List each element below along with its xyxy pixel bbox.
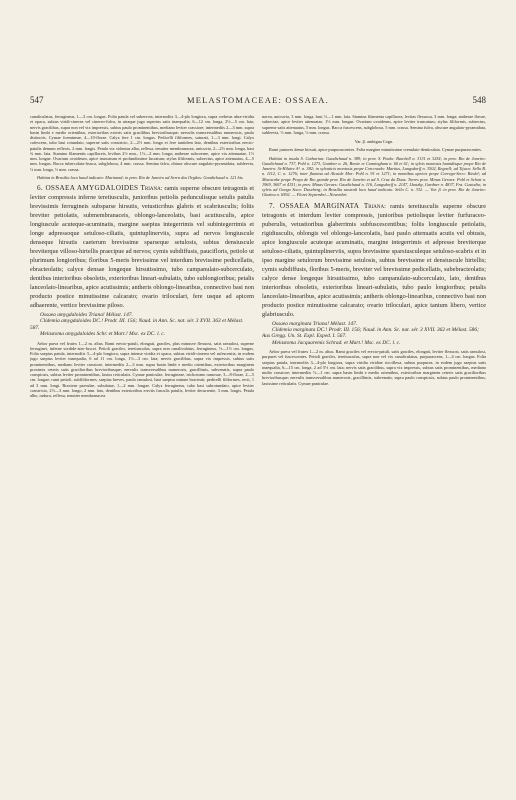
habitat-note: Habitat in insula S. Catharina: Gaudichaud n. 389; in prov. S. Paulo: Burchell n. 3131 et 3254; in prov. Rio de Janeiro: Gaudichaud n. 737, Pohl n. 1273, Gardner n. 26, Bowie et Cunningham n. 60 et 61; in sylvis montosis humidisque prope Rio de Janeiro: St-Hilaire A¹. n. 382; in sylvaticis montosis prope Corcovado: Martius, Langsdorff n. 3502, Regnell; ad Tijuca: Sello B. n. 1112, C. n. 1276; inter flumina ad Alcaide Mor: Pohl n. 91 et 1271; in montibus apricis prope Corrego-Seco: Riedel; ad Macacahe prope Praya de Rio grande prov. Rio de Janeiro et ad S. Cruz da Duas. Torres prov. Minas Geraes: Pohl et Schott n. 1969, 3607 et 4151; in prov. Minas Geraes: Gaudichaud n. 116, Langsdorff n. 2147, Lhotzky, Gardner n. 4837, Fra. Custodio; in sylvis ad Gongo Soco: Duseberg; in Brasilia australi loco haud indicato: Sello C. n. 332. — Var. β. in prov. Rio de Janeiro: Glaziou n. 6592. — Floret Septembri—Novembri. (262, 155, 486, 198)
species-7-description (262, 202, 486, 319)
species-6-citations (30, 312, 254, 338)
citation: Melastoma Jacquaremis Schrad. et Mart.! Msc. ex DC. l. c. (272, 339, 401, 346)
citation: Clidemia amygdaloides DC.! Prodr. III. 156; Naud. in Ann. Sc. nat. sér. 3 XVII. 363 et Mélast. 587. (30, 318, 244, 331)
page-header (30, 95, 486, 107)
right-column (262, 114, 486, 776)
citation: Melastoma amygdaloides Schr. et Mart.! Msc. ex DC. l. c. (40, 331, 166, 338)
running-title: MELASTOMACEAE: OSSAEA. (187, 95, 329, 105)
citation: Ossaea marginata Triana! Mélast. 147. (272, 320, 358, 327)
species-7-detail: Arbor parva vel frutex 1—2 m. altus. Rami graciles vel erecto-patuli, satis graciles, elongati, leviter flexuosi, satis ramulosi, purpurei vel fuscescentes. Petioli graciles, teretiusculus, supra non vel vix canaliculatus, purpurascens, 1—4 cm. longus. Folia saepius patula, internodiis 3—4-plo longiora, supra viridia viridiae sicciflexa, subtus purpurea, in eodem jugo saepius satis inaequalia, 6—15 cm. longa, 2 ad 5½ cm. lata; nervis satis gracilibus, supra vix impressis, subtus satis prominentibus, mediano multo crassiore; intermediis ½—1 cm. supra basin limbi e medio orientibus, exterioribus marginem ceteris satis gracilioribus brevioribusque; nervulis transversalibus numerosis, gracillimis, subvenatis, supra paulo conspicuis, subtus paulo prominentibus, laxissime reticulatis. Cymae paniculae. (262, 349, 486, 386)
page-number-left: 547 (30, 95, 44, 105)
species-6-diagnosis: : ramis superne obscure tetragonis et leviter compressis inferne teretiusculis, junioribus petiolis pedunculisque setulis patulis brevissimis ferrugineis subsparse hirsutis, vetusticribus glabris et scabriusculis; foliis breviter petiolatis, submembranaceis, oblongo-lanceolatis, basi acutiusculis, apice longiuscule acuteque-acuminatis, margine saepius integerrimis vel subintegerrimis et longe adpressoque setuloso-ciliatis, quintuplinerviis, supra ad nervos longiuscule denseque hirsutis caeterum brevissime sparseque setulosis, subtus densiuscule breviterque villoso-hirtellis praecipue ad nervos; cymis subdiffusis, paucifloris, petiolo ut plurimum longioribus; floribus 5-meris brevissime vel interdum brevissime pedicellatis, ebracteolatis; calyce densae longeque hirsutissimo, tubo campanulato-subcerculato, dentibus interioribus obsoletis, exterioribus lineari-subulatis, tubo sublongioribus; petalis lanceolato-linearibus, apice acutissimis; antheris oblongo-linearibus, connectivo basi non producto postice minutissime calcarato; ovario triloculari, fere usque ad apicem adhaerente, vertice brevissime piloso. (30, 185, 254, 309)
page-number-right: 548 (472, 95, 486, 105)
species-7-author: Triana (363, 201, 385, 210)
species-7-heading: 7. OSSAEA MARGINATA (269, 201, 360, 210)
description-continued: canaliculatus, ferrugineus, 1—3 cm. longus. Folia patula vel suberecta, internodiis 3—4-plo longiora, supra crebrius ubra-viridia et opaca, subtus viridi-cinerea vel cinereo-fulva, in utraque jugo superius satis inaequalia, 6—12 cm. longa, 2½—5 cm. lata; nervis gracilibus, supra non vel vix impressis, subtus paulo prominentibus, mediano leviter crassiore; intermediis 2—3 mm. supra basin limbi e medio orientibus, exterioribus exteris satis gracilibus brevioribusque; nervulis transversalibus numerosis, paulo distinctis. Cymae foemineae, 4—10-florae. Calyx fere 1 cm. longus. Pedicelli filiformes, saturati, 1—3 mm. longi. Calyx cafescens, tubo basi rotundato, superne satis constricto, 2—2½ mm. longo et fere tantidem lato, dentibus exterioribus erecto-patulis demum reflexis, 2 mm. longis. Petala vix videntur alba, reflexa, tenuiter membranacea, unicuvia, 2—2½ mm. longa, basi ¾ mm. lata. Stamina filamentis capillaceis, levibus 2½ mm., 1½—2 mm. longa; antherae subcoerne, apice vix attenuatae, 1½ mm. longae. Ovarium ovoideum, apice truncatum et profundissime lucratum; stylus filiformis, subrectus, apice attenuatus, 4—5 mm. longus. Bacca tubercolata-frusca, subglobosa, 4 mm. crassa. Semina falva, obtuse obscure angulato-pyramidata, subleevia, ⅓ mm. longa, ⅓ mm. crassa. (30, 114, 254, 172)
citation: Ossaea amygdaloides Triana! Mélast. 147. (40, 312, 133, 318)
species-6-heading: 6. OSSAEA AMYGDALOIDES (37, 184, 139, 192)
left-column (30, 114, 254, 776)
habitat-note: Habitat in Brasilia loco haud indicato: Mariannd; in prov. Rio de Janeiro ad Serra dos Orgãos: Gaudichaud n. 121 bis. (37, 174, 244, 180)
variety-text: Rami juniores dense hirsuti, apice purpurascentes. Folia margine minutissime crenulato-denticulata. Cymae purpurascentes. (269, 147, 482, 153)
species-6-detail: Arbor parva vel frutex 1—2 m. altus. Rami erecto-patuli, elongati, graciles, plus minusve flexuosi, satis ramulosi, superne ferruginei, inferne sordide-atro-fuscei. Petioli graciles, teretiusculus, supra non canaliculatus, ferrugineus, ½—1½ cm. longus. Folia saepius patula, internodiis 3—4-plo longiora, supra intense viridia et opaca, subtus viridi-cinerea vel rufescentia, in eodem jugo saepius leviter inaequalia, 6 ad 11 cm. longa, 1½—3 cm. lata; nervis gracilibus, supra vix impressis, subtus satis prominentibus, mediano leviter crassiore, intermediis 2—3 mm. supra basin limbi e medio orientibus, exterioribus marginem proximis ceteris satis gracilioribus brevioribusque; nervulis transversalibus numerosis, gracillimis, subvenatis, supra paulo conspicuis, subtus leviter prominentibus, laxius reticulatis. Cymae paniculae, ferrugineae, trichotomo ramosae, 3—8-florae, 2—5 cm. longae; rami petioli, subfiliformes, saepius breves, paulo ramulosi, basi saepius minute bracteati; pedicelli filiformes, recti, 1 ad 3 mm. longi. Bracteae parvulae, subulatae, 1—2 mm. longae. Calyx ferrugineus, tubo basi subrotundato, apice leviter constricto, 2½—3 mm. longo, 2 mm. lato, dentibus exterioribus erectis fusculis patulis, leviter decurrente, 3 mm. longis. Petala albo, rudura, reflexa, tenuiter membranacea. (30, 340, 254, 399)
species-7-citations (262, 321, 486, 347)
species-6-author: Triana (140, 184, 161, 192)
species-7-diagnosis: : ramis teretiusculis superne obscure tetragonis et interdum leviter compressis, junioribus petiolisque leviter furfuraceo-puberulis, vetustioribus glaberrimis subfuscescentibus; foliis longiuscule petiolatis, rigidiusculis, oblongis vel oblongo-lanceolatis, basi paulo attenuatis acutis vel obtusis, apice longiuscule acuteque acuminatis, margine integerrimis et adpresse breviterque setuloso-ciliatis, quintuplinerviis, supra brevissime sparsiusculeque setuloso-scabris et in ipso margine setulorum brevissime setulosis, subtus brevissime et densiuscule hirtellis; cymis subdiffusis, floribus 5-meris, breviter vel brevissime pedicellatis, subebracteolatis; calyce dense longeque hirsutissimo, tubo campanulato-subcerculato, lato, dentibus interioribus obsoletis, exterioribus lineari-subulatis, tubo paulo longioribus; petalis lanceolato-linearibus, apice acutissimis; antheris oblongo-linearibus, connectivo basi non producto postice minutissime calcarato; ovario triloculari, apice tantum libero, vertice glabriusculo. (262, 202, 486, 318)
description-continued: nacea, unicuvia, 3 mm. longa, basi ⅓—1 mm. lata. Stamina filamenta capillacea, levitas flexuosa, 3 mm. longa; antherae flavae, subrectae, apice leviter attenuatae, 1½ mm. longae. Ovarium ovoideum, apice leviter truncatum; stylus filiformis, subrectus, supreme satis attenuatus, 5 mm. longus. Bacca fuscescens, subglobosa, 5 mm. crassa. Semina fulva, obscure angulato-pyramidata, subleevia, ⅓ mm. longa, ⅓ mm. crassa. (262, 114, 486, 135)
variety-heading: Var. β. ambigua Cogn. (354, 139, 394, 144)
species-6-description (30, 184, 254, 310)
citation: Clidemia marginata DC.! Prodr. III. 156; Naud. in Ann. Sc. nat. sér. 3 XVII. 362 et Mélast. 586; Aas Gregg. Un. St. Expl. Exped. I. 567. (262, 326, 479, 340)
